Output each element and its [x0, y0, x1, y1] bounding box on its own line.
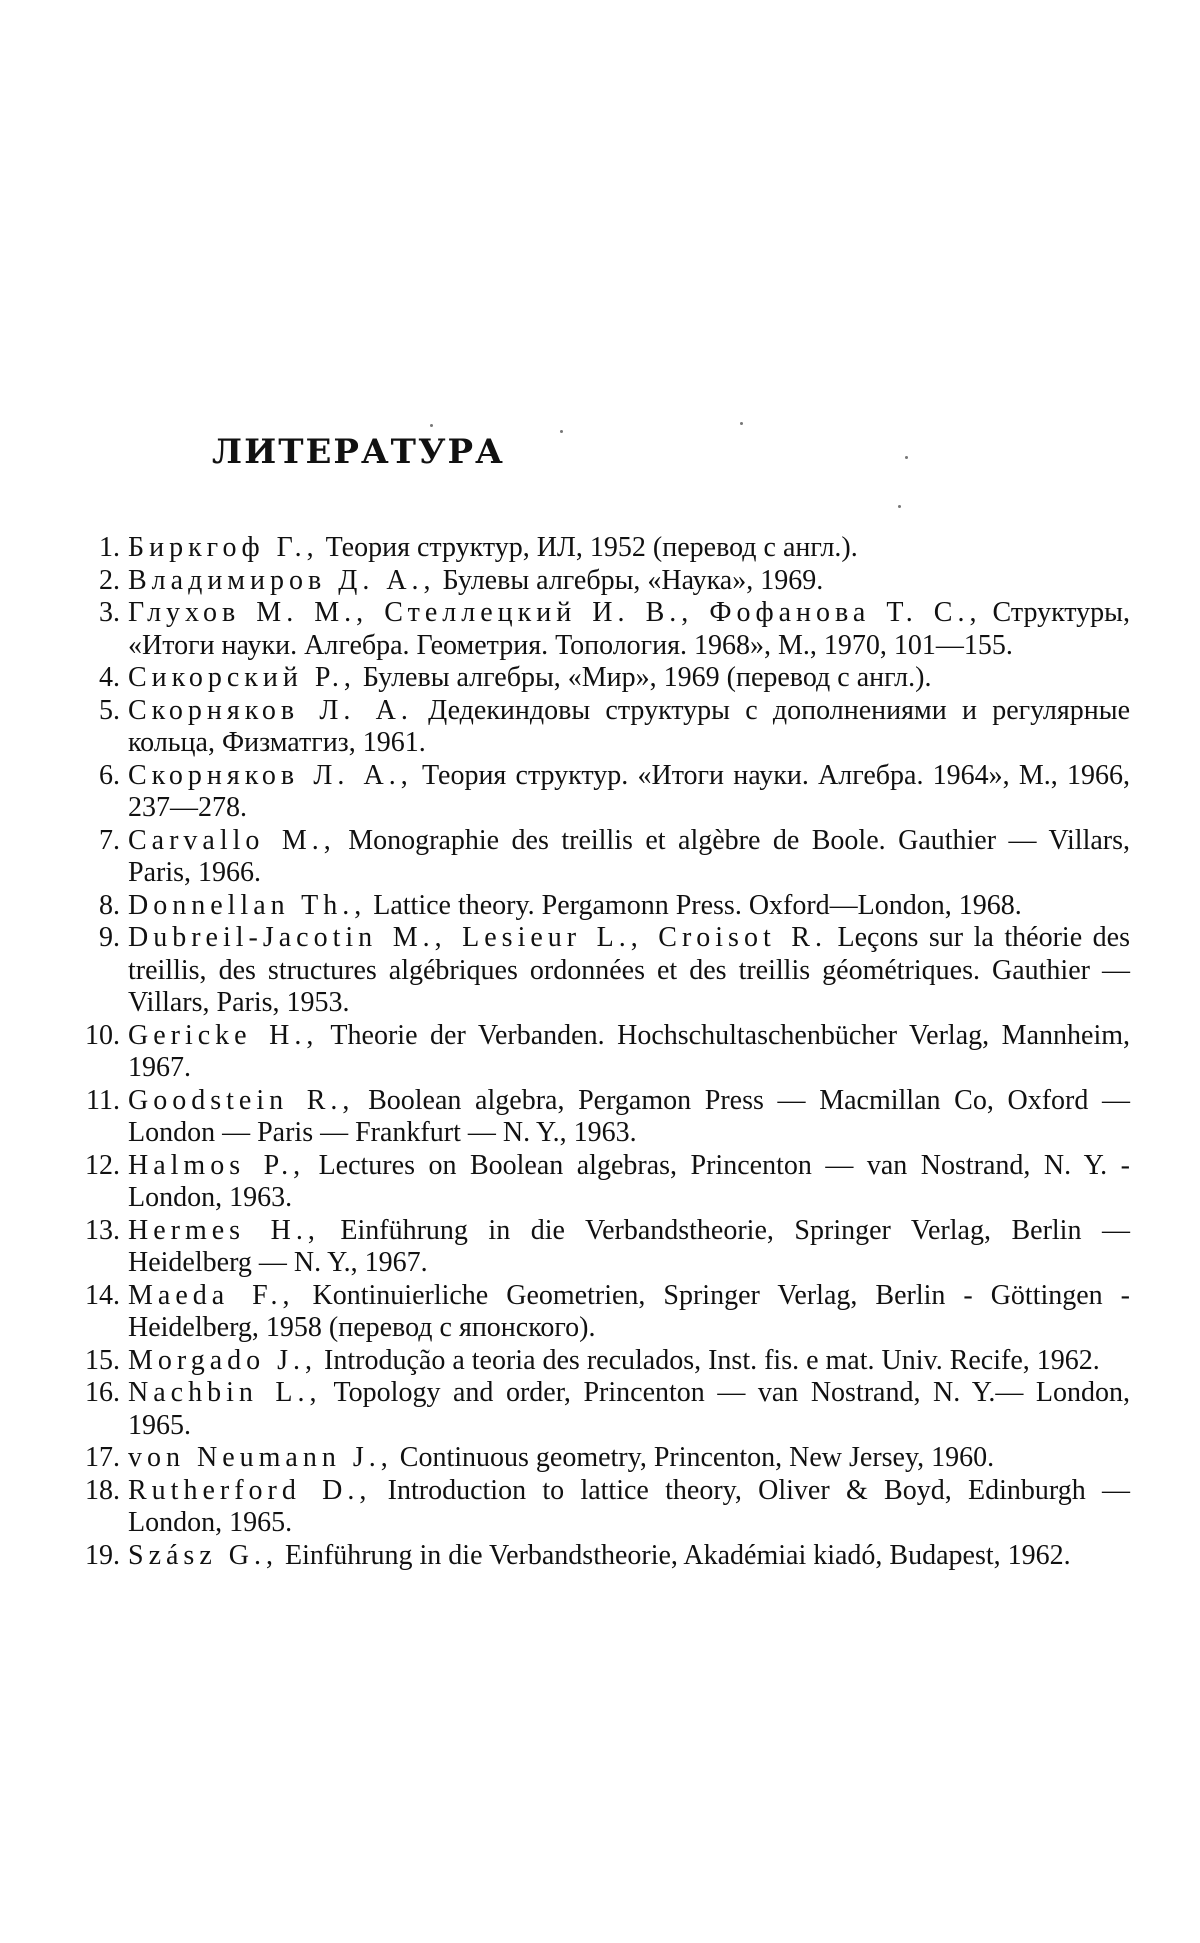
reference-number: 17.	[85, 1442, 120, 1473]
reference-item	[70, 825, 1130, 890]
reference-number: 14.	[85, 1279, 120, 1311]
reference-text: Lattice theory. Pergamonn Press. Oxford—London, 1968.	[366, 889, 1022, 921]
reference-item	[70, 922, 1130, 1020]
reference-author: Gericke H.,	[128, 1019, 319, 1051]
reference-item	[70, 760, 1130, 825]
reference-number: 13.	[85, 1214, 120, 1246]
reference-item	[70, 695, 1130, 760]
reference-author: Скорняков Л. А.,	[128, 759, 413, 791]
page-title: ЛИТЕРАТУРА	[212, 432, 505, 472]
reference-text: Kontinuierliche Geometrien, Springer Verlag, Berlin - Göttingen - Heidelberg, 1958 (перевод с японского).	[128, 1279, 1130, 1343]
reference-text: Monographie des treillis et algèbre de Boole. Gauthier — Villars, Paris, 1966.	[128, 824, 1131, 888]
reference-text: Структуры, «Итоги науки. Алгебра. Геометрия. Топология. 1968», М., 1970, 101—155.	[128, 597, 1130, 661]
reference-number: 18.	[85, 1474, 120, 1506]
reference-author: Dubreil-Jacotin M., Lesieur L., Croisot R.	[128, 922, 827, 953]
reference-author: von Neumann J.,	[128, 1442, 393, 1473]
reference-text: Introduction to lattice theory, Oliver & Boyd, Edinburgh — London, 1965.	[128, 1474, 1130, 1538]
reference-number: 19.	[85, 1539, 120, 1571]
reference-text: Lectures on Boolean algebras, Princenton — van Nostrand, N. Y. - London, 1963.	[128, 1149, 1131, 1213]
reference-number: 10.	[85, 1019, 120, 1051]
reference-item	[70, 1150, 1130, 1215]
reference-author: Halmos P.,	[128, 1149, 306, 1181]
reference-number: 6.	[99, 759, 120, 791]
reference-author: Сикорский Р.,	[128, 662, 356, 693]
reference-item	[70, 890, 1130, 923]
reference-author: Владимиров Д. А.,	[128, 564, 436, 596]
reference-item	[70, 1377, 1130, 1442]
reference-author: Carvallo M.,	[128, 824, 336, 856]
reference-author: Goodstein R.,	[128, 1084, 355, 1116]
scan-speck	[905, 456, 908, 459]
reference-author: Nachbin L.,	[128, 1377, 322, 1408]
reference-item	[70, 1280, 1130, 1345]
reference-item	[70, 565, 1130, 598]
reference-text: Теория структур. «Итоги науки. Алгебра. 1964», М., 1966, 237—278.	[128, 759, 1130, 823]
reference-text: Introdução a teoria des reculados, Inst. fis. e mat. Univ. Recife, 1962.	[317, 1344, 1100, 1376]
reference-number: 8.	[99, 889, 120, 921]
reference-item	[70, 1442, 1130, 1475]
reference-item	[70, 1540, 1130, 1573]
reference-author: Биркгоф Г.,	[128, 532, 319, 563]
reference-item	[70, 1020, 1130, 1085]
reference-text: Теория структур, ИЛ, 1952 (перевод с англ.).	[318, 532, 858, 563]
reference-item	[70, 597, 1130, 662]
reference-number: 5.	[99, 694, 120, 726]
reference-number: 4.	[99, 662, 120, 693]
reference-author: Rutherford D.,	[128, 1474, 372, 1506]
reference-text: Булевы алгебры, «Мир», 1969 (перевод с англ.).	[355, 662, 932, 693]
reference-text: Булевы алгебры, «Наука», 1969.	[435, 564, 824, 596]
reference-number: 11.	[86, 1084, 120, 1116]
reference-author: Szász G.,	[128, 1539, 278, 1571]
reference-number: 7.	[99, 824, 120, 856]
reference-author: Глухов М. М., Стеллецкий И. В., Фофанова Т. С.,	[128, 597, 982, 628]
reference-list	[70, 532, 1130, 1572]
reference-item	[70, 532, 1130, 565]
reference-text: Einführung in die Verbandstheorie, Springer Verlag, Berlin — Heidelberg — N. Y., 1967.	[128, 1214, 1130, 1278]
reference-author: Donnellan Th.,	[128, 889, 367, 921]
reference-item	[70, 1345, 1130, 1378]
reference-number: 12.	[85, 1149, 120, 1181]
scan-speck	[898, 505, 901, 508]
reference-item	[70, 1475, 1130, 1540]
reference-text: Theorie der Verbanden. Hochschultaschenbücher Verlag, Mannheim, 1967.	[128, 1019, 1130, 1083]
reference-number: 16.	[85, 1377, 120, 1408]
reference-text: Continuous geometry, Princenton, New Jersey, 1960.	[392, 1442, 995, 1473]
reference-author: Maeda F.,	[128, 1279, 295, 1311]
reference-item	[70, 1215, 1130, 1280]
reference-text: Дедекиндовы структуры с дополнениями и регулярные кольца, Физматгиз, 1961.	[128, 694, 1130, 758]
reference-number: 9.	[99, 922, 120, 953]
scan-speck	[560, 430, 563, 433]
reference-number: 3.	[99, 597, 120, 628]
reference-author: Hermes H.,	[128, 1214, 320, 1246]
reference-item	[70, 662, 1130, 695]
reference-number: 1.	[99, 532, 120, 563]
reference-text: Boolean algebra, Pergamon Press — Macmillan Co, Oxford — London — Paris — Frankfurt — N. Y., 1963.	[128, 1084, 1130, 1148]
reference-text: Topology and order, Princenton — van Nostrand, N. Y.— London, 1965.	[128, 1377, 1130, 1441]
reference-text: Leçons sur la théorie des treillis, des structures algébriques ordonnées et des treillis géométriques. Gauthier — Villars, Paris, 1953.	[128, 922, 1130, 1018]
reference-item	[70, 1085, 1130, 1150]
scan-speck	[740, 422, 743, 425]
reference-author: Скорняков Л. А.	[128, 694, 413, 726]
scan-speck	[430, 424, 433, 427]
reference-text: Einführung in die Verbandstheorie, Akadémiai kiadó, Budapest, 1962.	[277, 1539, 1071, 1571]
reference-number: 2.	[99, 564, 120, 596]
reference-author: Morgado J.,	[128, 1344, 318, 1376]
reference-number: 15.	[85, 1344, 120, 1376]
